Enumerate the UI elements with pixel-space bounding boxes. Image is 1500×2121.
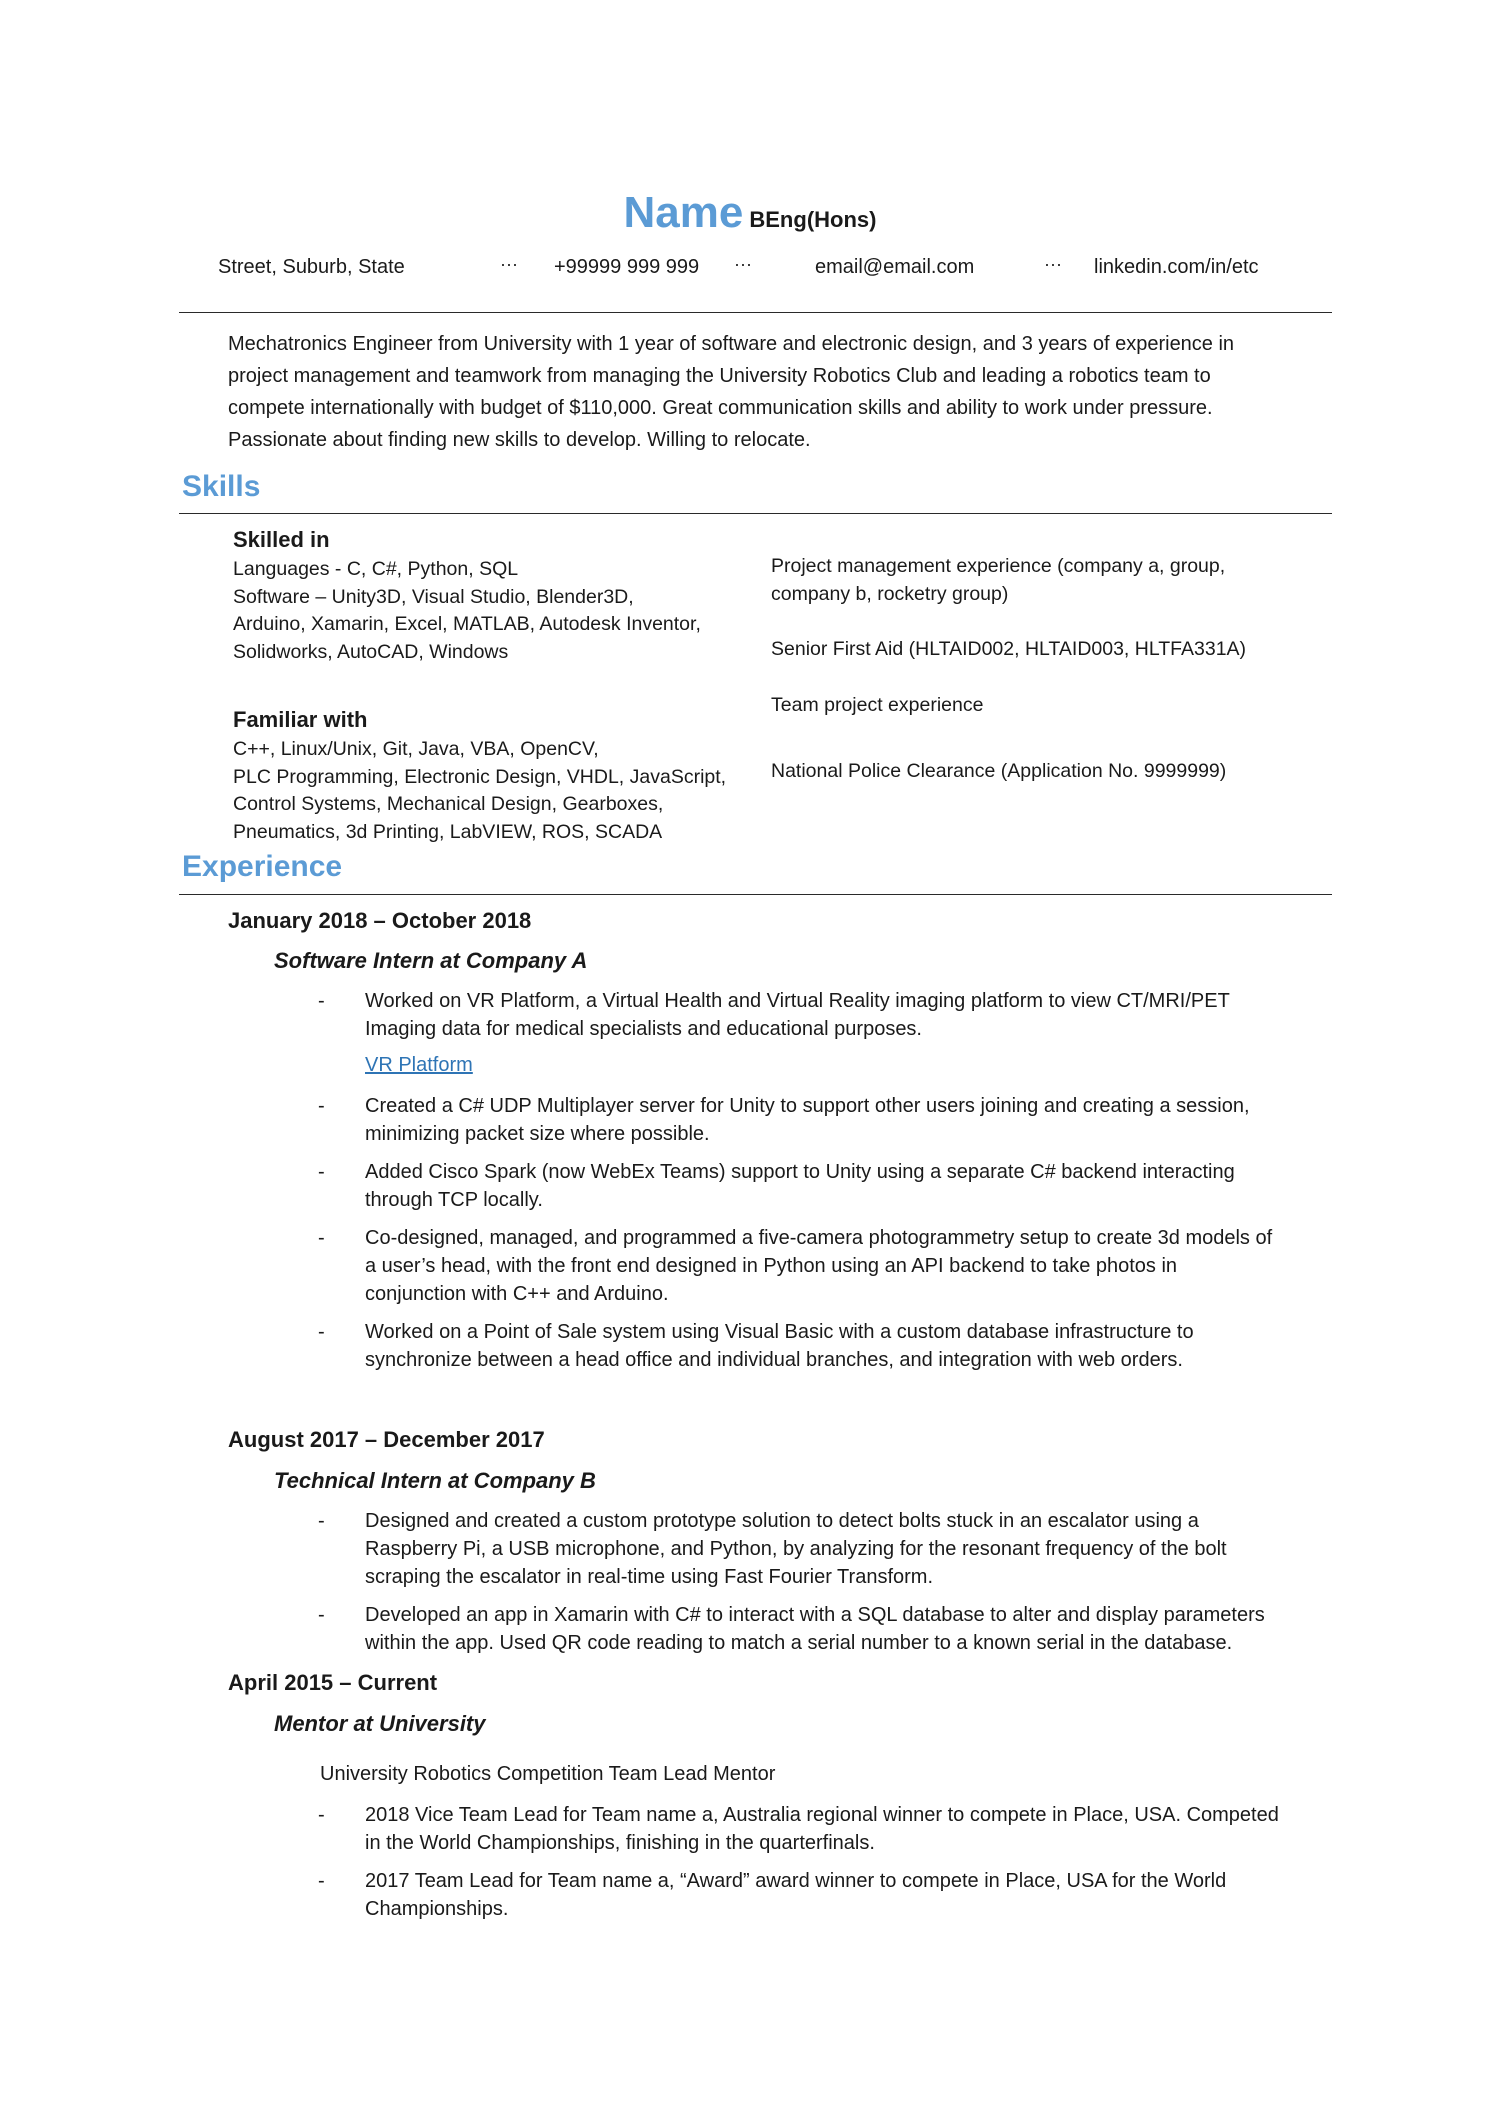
bullet-line: synchronize between a head office and individual branches, and integration with web orders. [365, 1349, 1183, 1371]
bullet-line: 2017 Team Lead for Team name a, “Award” award winner to compete in Place, USA for the World [365, 1870, 1227, 1892]
first-aid-skill: Senior First Aid (HLTAID002, HLTAID003, HLTFA331A) [771, 638, 1247, 660]
contact-linkedin[interactable]: linkedin.com/in/etc [1094, 256, 1259, 278]
contact-address: Street, Suburb, State [218, 256, 405, 278]
job-subtitle: University Robotics Competition Team Lead Mentor [320, 1763, 776, 1785]
skill-line: Pneumatics, 3d Printing, LabVIEW, ROS, SCADA [233, 820, 663, 843]
bullet-dash: - [318, 1870, 325, 1892]
vr-platform-link[interactable]: VR Platform [365, 1054, 473, 1076]
project-management-skill [771, 553, 1225, 608]
skills-divider [179, 513, 1332, 514]
familiar-with-list [233, 736, 726, 846]
bullet-line: Worked on a Point of Sale system using Visual Basic with a custom database infrastructure to [365, 1321, 1194, 1343]
bullet-line: Raspberry Pi, a USB microphone, and Python, by analyzing for the resonant frequency of the bolt [365, 1538, 1227, 1560]
bullet-line: in the World Championships, finishing in the quarterfinals. [365, 1832, 875, 1854]
skill-line: Project management experience (company a, group, [771, 555, 1226, 577]
skill-line: Arduino, Xamarin, Excel, MATLAB, Autodesk Inventor, [233, 613, 701, 635]
bullet-line: through TCP locally. [365, 1189, 543, 1211]
name-heading [0, 186, 1500, 250]
bullet-line: Championships. [365, 1898, 509, 1920]
bullet-line: Designed and created a custom prototype solution to detect bolts stuck in an escalator using a [365, 1510, 1199, 1532]
skilled-in-list [233, 556, 701, 666]
job-date: April 2015 – Current [228, 1670, 438, 1695]
bullet-line: within the app. Used QR code reading to match a serial number to a known serial in the database. [365, 1632, 1233, 1654]
skill-line: Languages - C, C#, Python, SQL [233, 558, 519, 580]
team-project-skill: Team project experience [771, 694, 984, 716]
experience-section-title: Experience [182, 850, 343, 883]
contact-separator: ··· [1044, 254, 1062, 274]
bullet-line: Developed an app in Xamarin with C# to interact with a SQL database to alter and display parameters [365, 1604, 1265, 1626]
summary-line: compete internationally with budget of $110,000. Great communication skills and ability to work under pressure. [228, 397, 1213, 419]
bullet-line: Imaging data for medical specialists and educational purposes. [365, 1018, 922, 1040]
job-role: Technical Intern at Company B [274, 1468, 596, 1493]
bullet-line: Created a C# UDP Multiplayer server for Unity to support other users joining and creating a session, [365, 1095, 1250, 1117]
skilled-in-heading: Skilled in [233, 527, 330, 552]
bullet-dash: - [318, 1227, 325, 1249]
summary-line: Passionate about finding new skills to develop. Willing to relocate. [228, 429, 811, 451]
job-role: Software Intern at Company A [274, 948, 588, 973]
bullet-dash: - [318, 1604, 325, 1626]
bullet-line: Added Cisco Spark (now WebEx Teams) support to Unity using a separate C# backend interacting [365, 1161, 1235, 1183]
skill-line: Software – Unity3D, Visual Studio, Blender3D, [233, 585, 634, 608]
skill-line: Solidworks, AutoCAD, Windows [233, 640, 509, 663]
contact-separator: ··· [500, 254, 518, 274]
skills-section-title: Skills [182, 470, 261, 503]
bullet-line: scraping the escalator in real-time using Fast Fourier Transform. [365, 1566, 933, 1588]
degree-suffix: BEng(Hons) [749, 207, 877, 232]
bullet-dash: - [318, 1161, 325, 1183]
bullet-line: conjunction with C++ and Arduino. [365, 1283, 669, 1305]
summary-line: project management and teamwork from managing the University Robotics Club and leading a robotics team to [228, 365, 1211, 387]
job-date: January 2018 – October 2018 [228, 908, 532, 933]
contact-email[interactable]: email@email.com [815, 256, 975, 278]
bullet-dash: - [318, 1095, 325, 1117]
bullet-dash: - [318, 1804, 325, 1826]
bullet-line: 2018 Vice Team Lead for Team name a, Australia regional winner to compete in Place, USA. Competed [365, 1804, 1279, 1826]
bullet-dash: - [318, 1321, 325, 1343]
bullet-line: a user’s head, with the front end designed in Python using an API backend to take photos in [365, 1255, 1178, 1277]
skill-line: PLC Programming, Electronic Design, VHDL, JavaScript, [233, 765, 727, 788]
police-clearance-skill: National Police Clearance (Application No. 9999999) [771, 760, 1227, 782]
job-date: August 2017 – December 2017 [228, 1427, 545, 1452]
familiar-with-heading: Familiar with [233, 707, 368, 732]
bullet-line: minimizing packet size where possible. [365, 1123, 710, 1145]
professional-summary [228, 328, 1318, 456]
candidate-name: Name [623, 188, 744, 237]
skill-line: Control Systems, Mechanical Design, Gearboxes, [233, 793, 664, 815]
skill-line: C++, Linux/Unix, Git, Java, VBA, OpenCV, [233, 738, 599, 760]
bullet-line: Co-designed, managed, and programmed a five-camera photogrammetry setup to create 3d models of [365, 1227, 1273, 1249]
bullet-line: Worked on VR Platform, a Virtual Health and Virtual Reality imaging platform to view CT/MRI/PET [365, 990, 1230, 1012]
skill-line: company b, rocketry group) [771, 582, 1009, 605]
bullet-dash: - [318, 990, 325, 1012]
summary-line: Mechatronics Engineer from University with 1 year of software and electronic design, and 3 years of experience in [228, 333, 1235, 355]
bullet-dash: - [318, 1510, 325, 1532]
contact-phone: +99999 999 999 [554, 256, 700, 278]
experience-divider [179, 894, 1332, 895]
job-role: Mentor at University [274, 1711, 486, 1736]
contact-separator: ··· [734, 254, 752, 274]
header-divider [179, 312, 1332, 313]
